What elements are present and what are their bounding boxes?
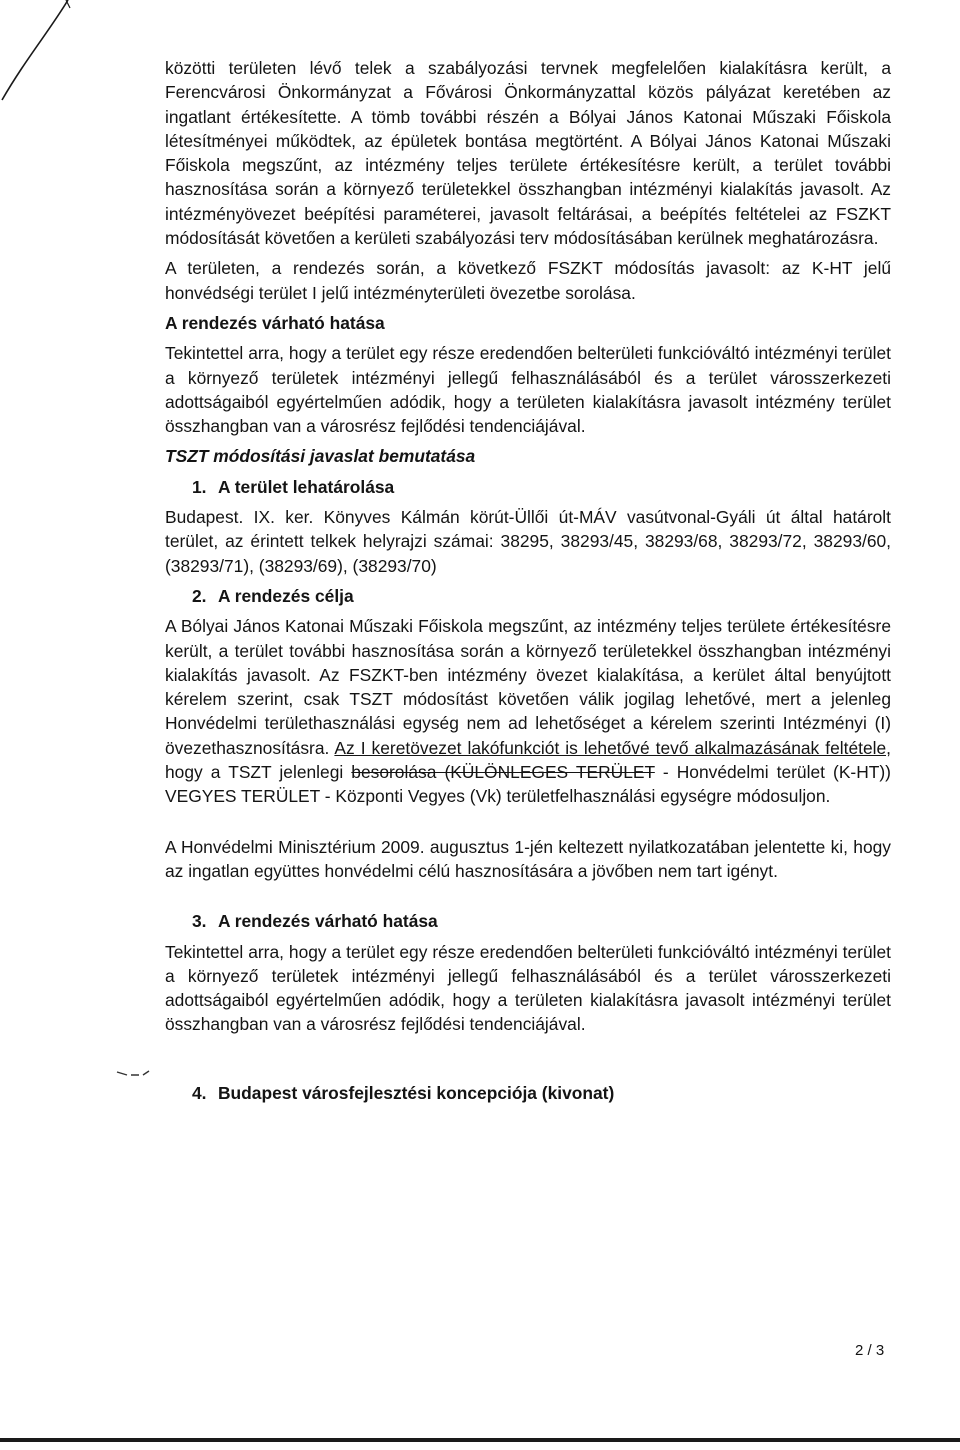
bottom-border-line	[0, 1438, 960, 1442]
section-number: 3.	[192, 911, 207, 932]
margin-pen-stroke	[0, 0, 90, 110]
section-number: 4.	[192, 1082, 207, 1103]
section-title: A rendezés célja	[218, 585, 354, 606]
section-heading-4	[165, 1081, 891, 1105]
section-heading-1	[165, 475, 891, 499]
paragraph-proposal: A területen, a rendezés során, a következő FSZKT módosítás javasolt: az K-HT jelű honvédségi terület I jelű intézményterületi övezetbe sorolása.	[165, 258, 891, 303]
paragraph-expected-effect: Tekintettel arra, hogy a terület egy része eredendően belterületi funkcióváltó intézményi terület a környező területek intézményi jellegű felhasználásából és a terület városszerkezeti adottságaiból egyértelműen adódik, hogy a területen kialakításra javasolt intézmény terület összhangban van a városrész fejlődési tendenciájával.	[165, 343, 891, 437]
document-body	[165, 56, 891, 1105]
section-number: 2.	[192, 585, 207, 606]
margin-dash-mark	[115, 1068, 155, 1082]
underlined-text: Az I keretövezet lakófunkciót is lehetővé tevő alkalmazásának feltétele,	[334, 737, 891, 758]
section-heading-3	[165, 909, 891, 933]
struck-text: besorolása (KÜLÖNLEGES TERÜLET	[351, 762, 655, 783]
text-run: hogy a TSZT jelenlegi	[165, 762, 352, 783]
section-title: A rendezés várható hatása	[218, 911, 438, 932]
page-number: 2 / 3	[855, 1342, 885, 1359]
section-number: 1.	[192, 476, 207, 497]
paragraph-intro: közötti területen lévő telek a szabályozási tervnek megfelelően kialakításra került, a Ferencvárosi Önkormányzat a Fővárosi Önkormányzattal közös pályázat keretében az ingatlant értékesítette. A tömb további részén a Bólyai János Katonai Műszaki Főiskola létesítményei működtek, az épületek bontása megtörtént. A Bólyai János Katonai Műszaki Főiskola megszűnt, az intézmény teljes területe értékesítésre került, a terület további hasznosítása során a környező területekkel összhangban intézményi kialakítás javasolt. Az intézményövezet beépítési paraméterei, javasolt feltárásai, a beépítés feltételei az FSZKT módosítását követően a kerületi szabályozási terv módosításában kerülnek meghatározásra.	[165, 58, 891, 249]
text-run: - Honvédelmi terület (K-HT)) VEGYES TERÜLET - Központi Vegyes (Vk) területfelhasználási egységre módosuljon.	[165, 762, 891, 807]
paragraph-ministry: A Honvédelmi Minisztérium 2009. augusztus 1-jén keltezett nyilatkozatában jelentette ki, hogy az ingatlan együttes honvédelmi célú hasznosítására a jövőben nem tart igényt.	[165, 836, 891, 881]
paragraph-boundary: Budapest. IX. ker. Könyves Kálmán körút-Üllői út-MÁV vasútvonal-Gyáli út által határolt terület, az érintett telkek helyrajzi számai: 38295, 38293/45, 38293/68, 38293/72, 38293/60, (38293/71), (38293/69), (38293/70)	[165, 507, 891, 576]
text-run: A Bólyai János Katonai Műszaki Főiskola megszűnt, az intézmény teljes területe értékesítésre került, a terület további hasznosítása során a környező területekkel összhangban intézményi kialakítás javasolt. Az FSZKT-ben intézmény övezet kialakítása, a kerület által benyújtott kérelem szerint, csak TSZT módosítást követően válik jogilag lehetővé, mert a jelenleg Honvédelmi területhasználási egység nem ad lehetőséget a kérelem szerinti Intézményi (I) övezethasznosításra.	[165, 616, 891, 758]
paragraph-goal	[165, 614, 891, 808]
paragraph-expected-effect-2: Tekintettel arra, hogy a terület egy része eredendően belterületi funkcióváltó intézményi terület a környező területek intézményi jellegű felhasználásából és a terület városszerkezeti adottságaiból egyértelműen adódik, hogy a területen kialakításra javasolt intézményi terület összhangban van a városrész fejlődési tendenciájával.	[165, 941, 891, 1035]
section-title: Budapest városfejlesztési koncepciója (kivonat)	[218, 1082, 615, 1103]
section-title: A terület lehatárolása	[218, 476, 395, 497]
heading-expected-effect: A rendezés várható hatása	[165, 312, 385, 333]
section-heading-2	[165, 584, 891, 608]
heading-tszt-proposal: TSZT módosítási javaslat bemutatása	[165, 446, 476, 467]
